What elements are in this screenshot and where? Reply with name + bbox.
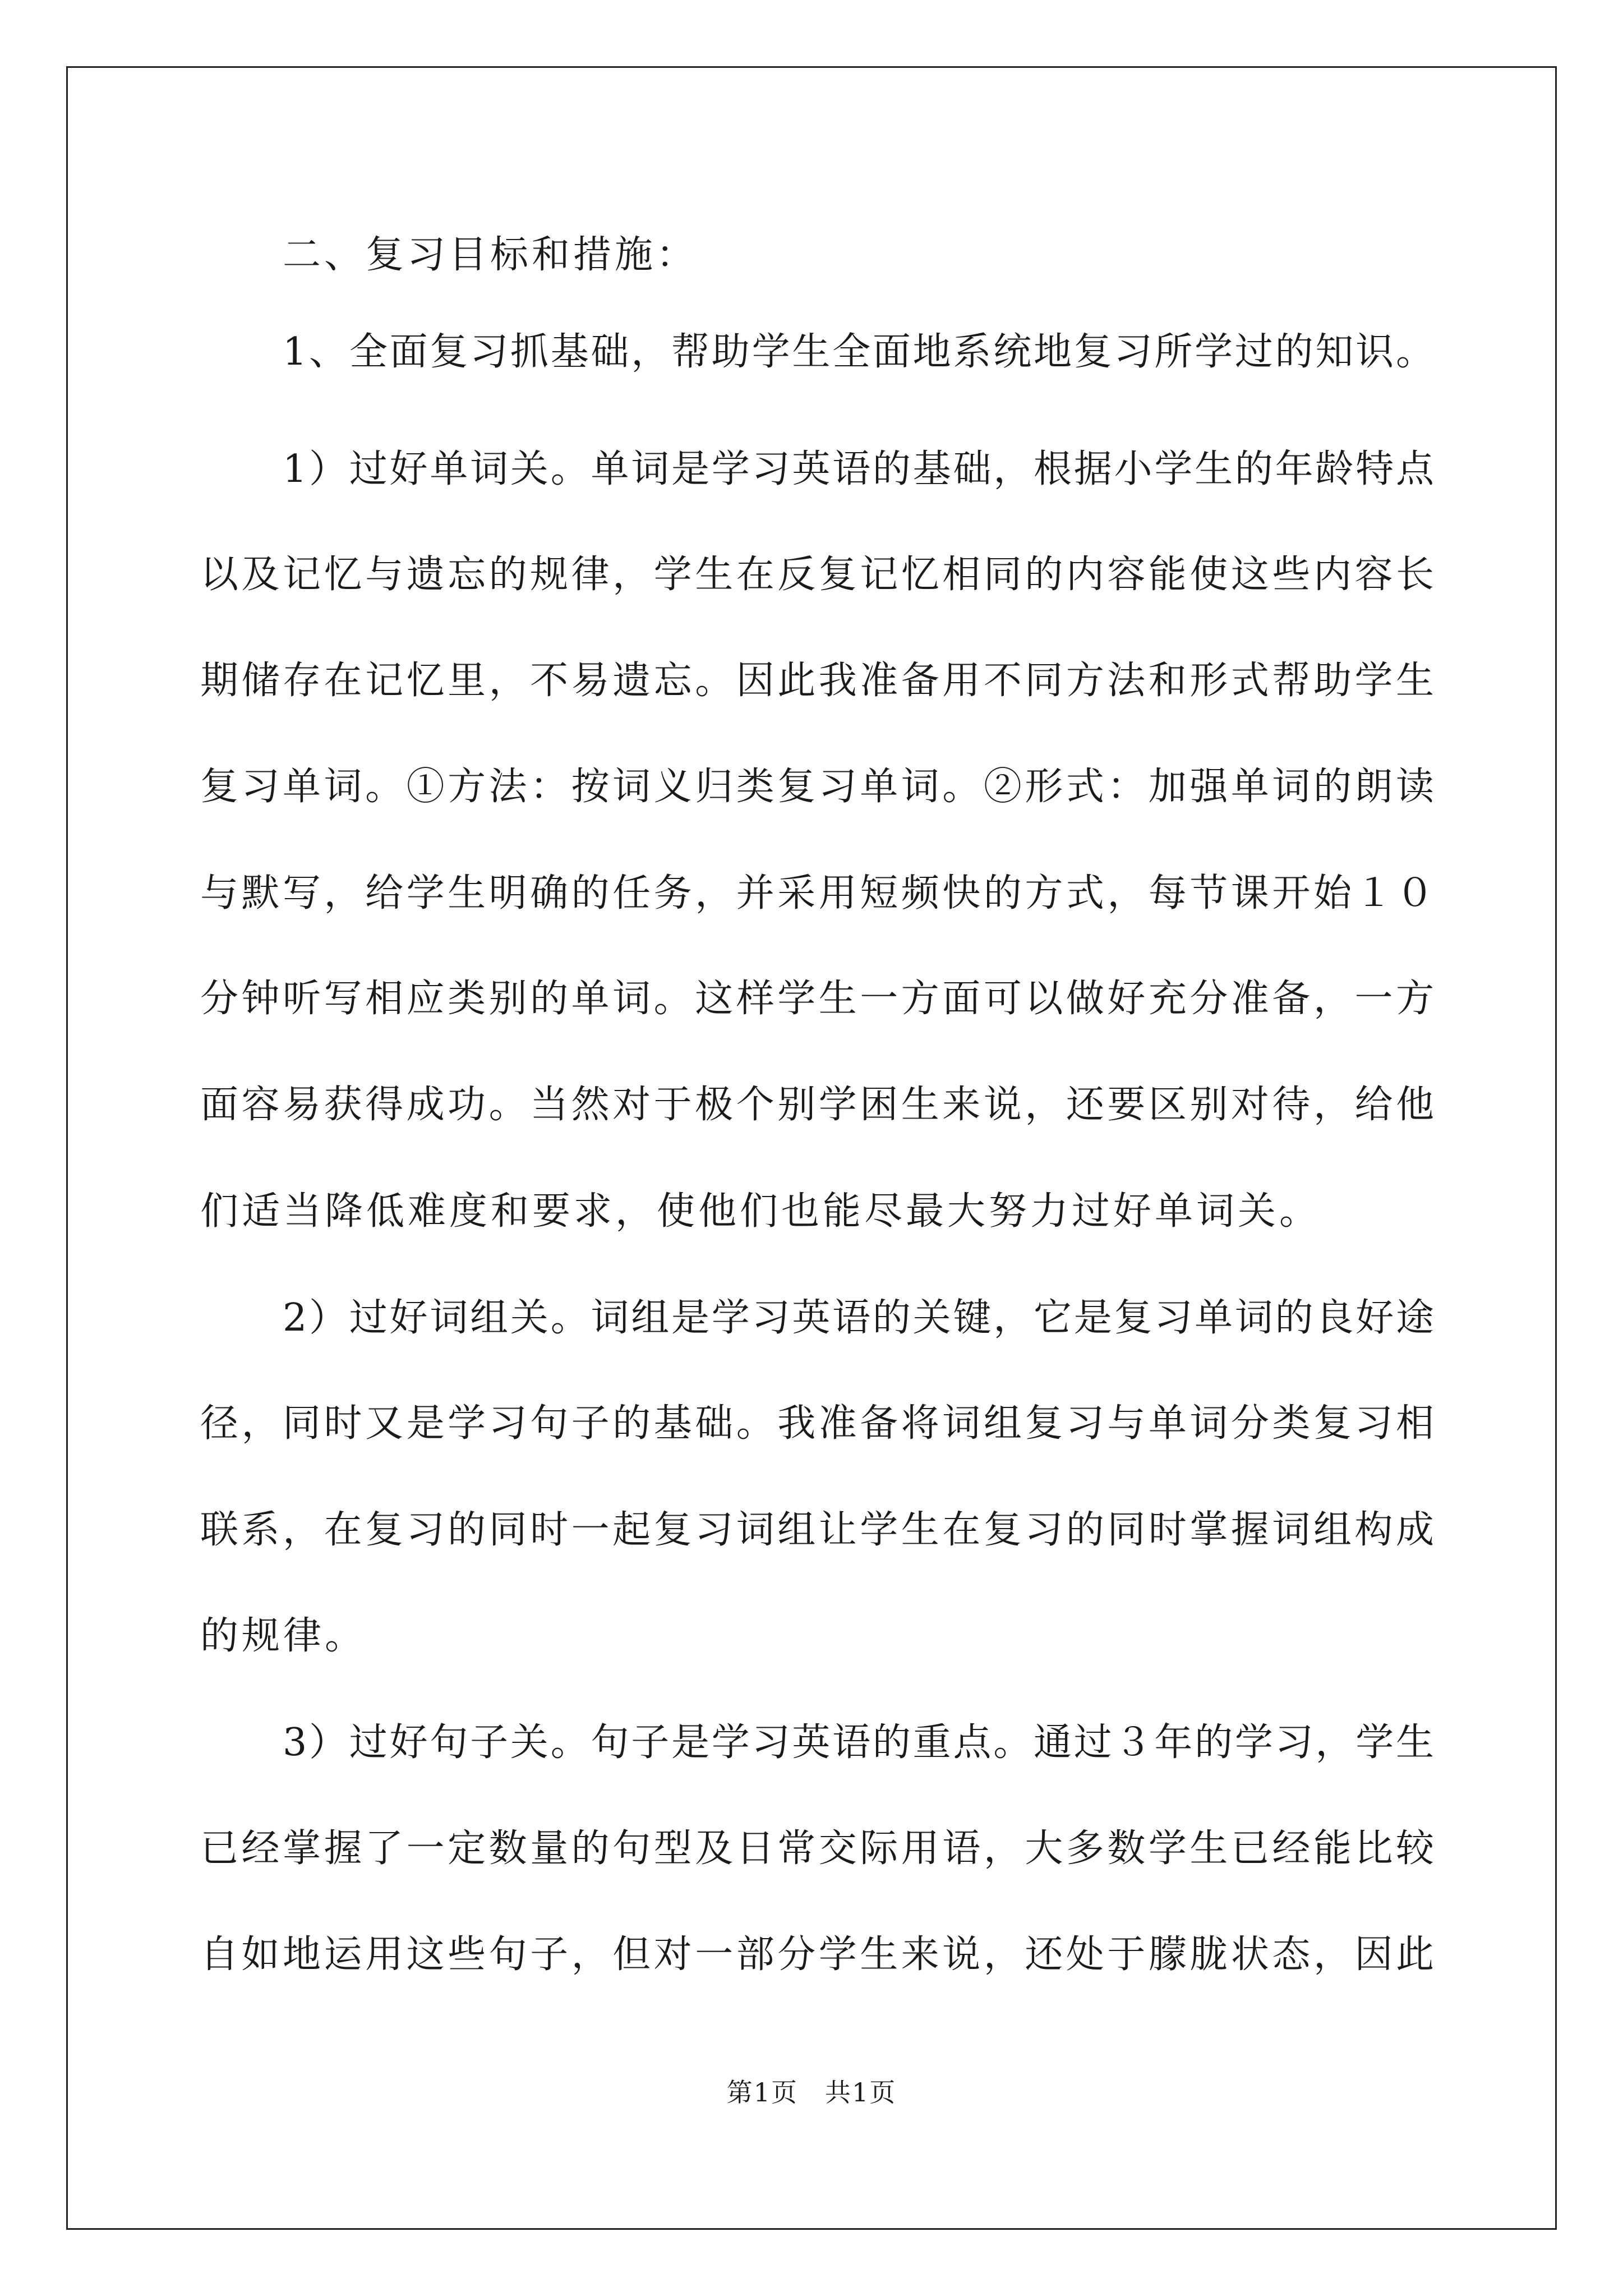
paragraph-line: 分钟听写相应类别的单词。这样学生一方面可以做好充分准备，一方 [200,977,1434,1021]
paragraph-line: 自如地运用这些句子，但对一部分学生来说，还处于朦胧状态，因此 [200,1932,1434,1977]
paragraph-line: 联系，在复习的同时一起复习词组让学生在复习的同时掌握词组构成 [200,1508,1434,1552]
paragraph-line: 们适当降低难度和要求，使他们也能尽最大努力过好单词关。 [200,1189,1321,1234]
paragraph-line: 的规律。 [200,1614,367,1658]
paragraph-line: 期储存在记忆里，不易遗忘。因此我准备用不同方法和形式帮助学生 [200,659,1434,703]
section-heading: 二、复习目标和措施： [283,233,698,277]
paragraph-line: 2）过好词组关。词组是学习英语的关键，它是复习单词的良好途 [283,1296,1434,1340]
paragraph-line: 复习单词。①方法：按词义归类复习单词。②形式：加强单词的朗读 [200,765,1434,809]
page-border [66,66,1557,2230]
paragraph-line: 径，同时又是学习句子的基础。我准备将词组复习与单词分类复习相 [200,1401,1434,1446]
paragraph-line: 面容易获得成功。当然对于极个别学困生来说，还要区别对待，给他 [200,1083,1434,1127]
paragraph-line: 与默写，给学生明确的任务，并采用短频快的方式，每节课开始１０ [200,871,1434,915]
paragraph-line: 已经掌握了一定数量的句型及日常交际用语，大多数学生已经能比较 [200,1826,1434,1871]
paragraph-line: 1）过好单词关。单词是学习英语的基础，根据小学生的年龄特点 [283,447,1434,491]
page-number: 第1页 共1页 [726,2077,897,2108]
paragraph-line: 以及记忆与遗忘的规律，学生在反复记忆相同的内容能使这些内容长 [200,553,1434,597]
paragraph-line: 1、全面复习抓基础，帮助学生全面地系统地复习所学过的知识。 [283,330,1434,374]
paragraph-line: 3）过好句子关。句子是学习英语的重点。通过３年的学习，学生 [283,1720,1434,1765]
